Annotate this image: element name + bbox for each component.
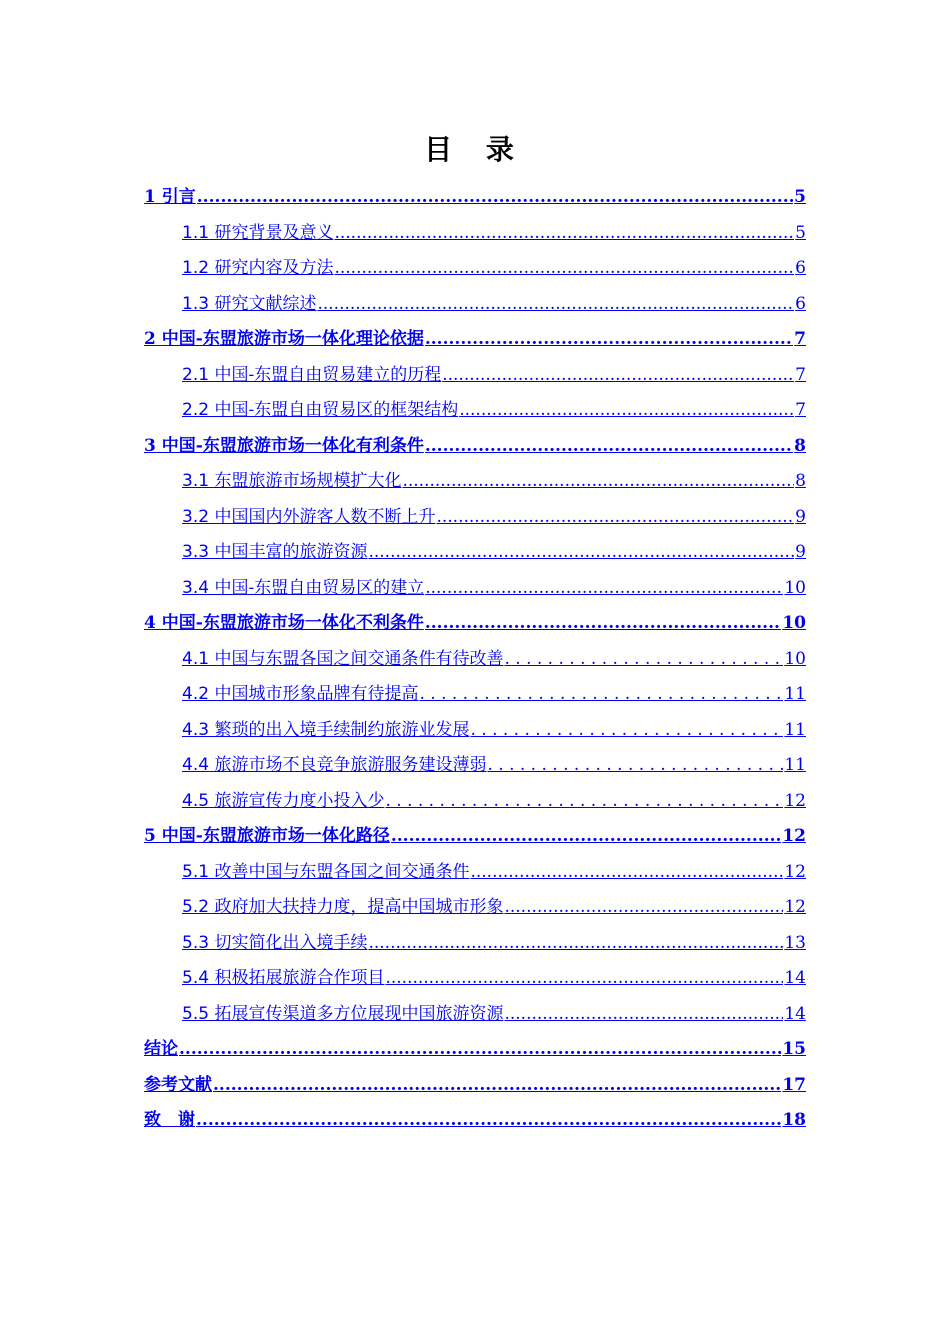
toc-entry[interactable]	[182, 788, 806, 812]
toc-entry-number: 2.2	[182, 400, 210, 420]
toc-entry-label: 旅游市场不良竞争旅游服务建设薄弱	[214, 755, 487, 775]
toc-dot-leader	[459, 399, 794, 421]
toc-dot-leader	[442, 364, 794, 386]
toc-entry-page: 11	[784, 684, 806, 704]
toc-entry-page: 12	[784, 790, 806, 811]
toc-entry[interactable]	[144, 1107, 806, 1131]
toc-dot-leader	[368, 541, 794, 563]
toc-dot-leader	[425, 435, 793, 457]
toc-dot-leader	[470, 861, 783, 883]
toc-entry-number: 5.1	[182, 861, 210, 882]
toc-entry[interactable]	[144, 184, 806, 208]
toc-dot-leader	[419, 683, 783, 705]
toc-entry[interactable]	[182, 504, 806, 528]
toc-entry-page: 17	[782, 1074, 806, 1095]
toc-dot-leader	[213, 1074, 781, 1096]
toc-entry-number: 4.2	[182, 684, 210, 704]
toc-entry-number: 5.4	[182, 968, 210, 988]
toc-entry-label: 中国丰富的旅游资源	[214, 542, 368, 562]
toc-dot-leader	[334, 257, 794, 279]
toc-entry[interactable]	[144, 610, 806, 634]
toc-entry-label: 中国-东盟自由贸易区的建立	[214, 577, 425, 598]
toc-entry[interactable]	[182, 859, 806, 883]
toc-entry-label: 拓展宣传渠道多方位展现中国旅游资源	[214, 1003, 504, 1024]
toc-dot-leader	[504, 648, 783, 670]
toc-entry-label: 改善中国与东盟各国之间交通条件	[214, 861, 470, 882]
toc-dot-leader	[504, 1003, 783, 1025]
toc-entry[interactable]	[182, 1001, 806, 1025]
toc-entry[interactable]	[182, 468, 806, 492]
toc-entry-label: 中国城市形象品牌有待提高	[214, 684, 419, 704]
toc-entry[interactable]	[144, 1072, 806, 1096]
toc-entry[interactable]	[182, 752, 806, 776]
toc-entry[interactable]	[182, 717, 806, 741]
toc-entry[interactable]	[182, 681, 806, 705]
toc-entry-number: 2.1	[182, 364, 210, 385]
toc-dot-leader	[179, 1038, 781, 1060]
toc-dot-leader	[425, 328, 793, 350]
toc-entry-number: 1.1	[182, 222, 210, 243]
toc-entry-page: 9	[795, 542, 806, 562]
toc-entry[interactable]	[182, 930, 806, 954]
toc-dot-leader	[368, 932, 783, 954]
toc-entry-label: 研究内容及方法	[214, 258, 334, 278]
toc-dot-leader	[470, 719, 783, 741]
toc-dot-leader	[385, 790, 783, 812]
toc-entry[interactable]	[144, 823, 806, 847]
toc-dot-leader	[504, 896, 783, 918]
toc-entry-label: 中国-东盟自由贸易区的框架结构	[214, 400, 459, 420]
toc-entry-number: 3	[144, 435, 156, 456]
toc-entry-number: 5.2	[182, 897, 210, 917]
toc-entry[interactable]	[182, 894, 806, 918]
toc-dot-leader	[402, 470, 794, 492]
toc-entry-number: 5.5	[182, 1003, 210, 1024]
toc-entry-page: 7	[795, 364, 806, 385]
toc-entry-page: 11	[784, 719, 806, 740]
toc-entry-number: 5.3	[182, 932, 210, 953]
toc-entry-number: 4.3	[182, 719, 210, 740]
toc-entry-page: 10	[784, 577, 806, 598]
toc-entry-page: 10	[784, 648, 806, 669]
toc-entry-number: 3.2	[182, 506, 210, 527]
toc-entry-label: 旅游宣传力度小投入少	[214, 790, 385, 811]
toc-entry-label: 中国-东盟旅游市场一体化理论依据	[161, 329, 424, 349]
toc-entry-page: 7	[795, 400, 806, 420]
toc-entry[interactable]	[182, 220, 806, 244]
toc-entry-page: 12	[782, 826, 806, 846]
toc-entry-page: 15	[782, 1039, 806, 1059]
toc-entry-page: 8	[795, 471, 806, 491]
toc-entry-page: 5	[794, 187, 806, 207]
toc-entry-page: 18	[782, 1110, 806, 1130]
toc-title: 目 录	[424, 133, 526, 166]
toc-entry[interactable]	[182, 291, 806, 315]
toc-entry[interactable]	[182, 539, 806, 563]
toc-entry[interactable]	[182, 646, 806, 670]
toc-entry[interactable]	[182, 965, 806, 989]
toc-entry-number: 4.4	[182, 755, 210, 775]
toc-entry-page: 8	[794, 435, 806, 456]
toc-dot-leader	[425, 612, 782, 634]
toc-entry-page: 14	[784, 968, 806, 988]
toc-dot-leader	[391, 825, 782, 847]
toc-entry-label: 研究文献综述	[214, 293, 317, 314]
toc-entry[interactable]	[182, 575, 806, 599]
toc-entry[interactable]	[144, 326, 806, 350]
toc-entry-page: 5	[795, 222, 806, 243]
toc-entry-page: 10	[782, 613, 806, 633]
toc-entry-label: 中国-东盟旅游市场一体化有利条件	[161, 435, 424, 456]
toc-entry-page: 11	[784, 755, 806, 775]
toc-entry[interactable]	[182, 362, 806, 386]
toc-entry-number: 3.4	[182, 577, 210, 598]
toc-dot-leader	[317, 293, 794, 315]
toc-entry-page: 9	[795, 506, 806, 527]
toc-entry-number: 1	[144, 187, 156, 207]
toc-dot-leader	[385, 967, 783, 989]
toc-entry-label: 致 谢	[144, 1110, 195, 1130]
toc-entry-number: 4.1	[182, 648, 210, 669]
toc-entry-label: 结论	[144, 1039, 178, 1059]
toc-entry-page: 12	[784, 897, 806, 917]
toc-entry-label: 政府加大扶持力度，提高中国城市形象	[214, 897, 504, 917]
toc-entry-number: 3.3	[182, 542, 210, 562]
toc-entry[interactable]	[144, 433, 806, 457]
toc-entry-number: 4.5	[182, 790, 210, 811]
toc-entry-page: 6	[795, 293, 806, 314]
toc-entry-page: 12	[784, 861, 806, 882]
toc-entry-label: 中国国内外游客人数不断上升	[214, 506, 436, 527]
toc-entry-number: 2	[144, 329, 156, 349]
toc-entry-label: 中国-东盟旅游市场一体化不利条件	[161, 613, 424, 633]
toc-dot-leader	[425, 577, 783, 599]
toc-entry-number: 3.1	[182, 471, 210, 491]
toc-entry-label: 中国与东盟各国之间交通条件有待改善	[214, 648, 504, 669]
toc-entry-page: 14	[784, 1003, 806, 1024]
toc-entry-page: 13	[784, 932, 806, 953]
toc-entry[interactable]	[182, 397, 806, 421]
toc-dot-leader	[487, 754, 783, 776]
toc-dot-leader	[197, 186, 793, 208]
toc-entry[interactable]	[182, 255, 806, 279]
toc-entry-label: 切实简化出入境手续	[214, 932, 368, 953]
toc-dot-leader	[334, 222, 794, 244]
toc-entry-label: 引言	[161, 187, 196, 207]
toc-entry-label: 繁琐的出入境手续制约旅游业发展	[214, 719, 470, 740]
toc-entry-label: 中国-东盟旅游市场一体化路径	[161, 826, 390, 846]
toc-entry-page: 7	[794, 329, 806, 349]
toc-entry-number: 1.2	[182, 258, 210, 278]
toc-entry-label: 积极拓展旅游合作项目	[214, 968, 385, 988]
toc-entry-label: 东盟旅游市场规模扩大化	[214, 471, 402, 491]
toc-entry[interactable]	[144, 1036, 806, 1060]
toc-entry-label: 研究背景及意义	[214, 222, 334, 243]
toc-entry-page: 6	[795, 258, 806, 278]
toc-entry-label: 中国-东盟自由贸易建立的历程	[214, 364, 442, 385]
toc-entry-number: 4	[144, 613, 156, 633]
toc-entry-number: 5	[144, 826, 156, 846]
toc-dot-leader	[436, 506, 794, 528]
toc-entry-number: 1.3	[182, 293, 210, 314]
toc-dot-leader	[196, 1109, 781, 1131]
toc-entry-label: 参考文献	[144, 1074, 212, 1095]
